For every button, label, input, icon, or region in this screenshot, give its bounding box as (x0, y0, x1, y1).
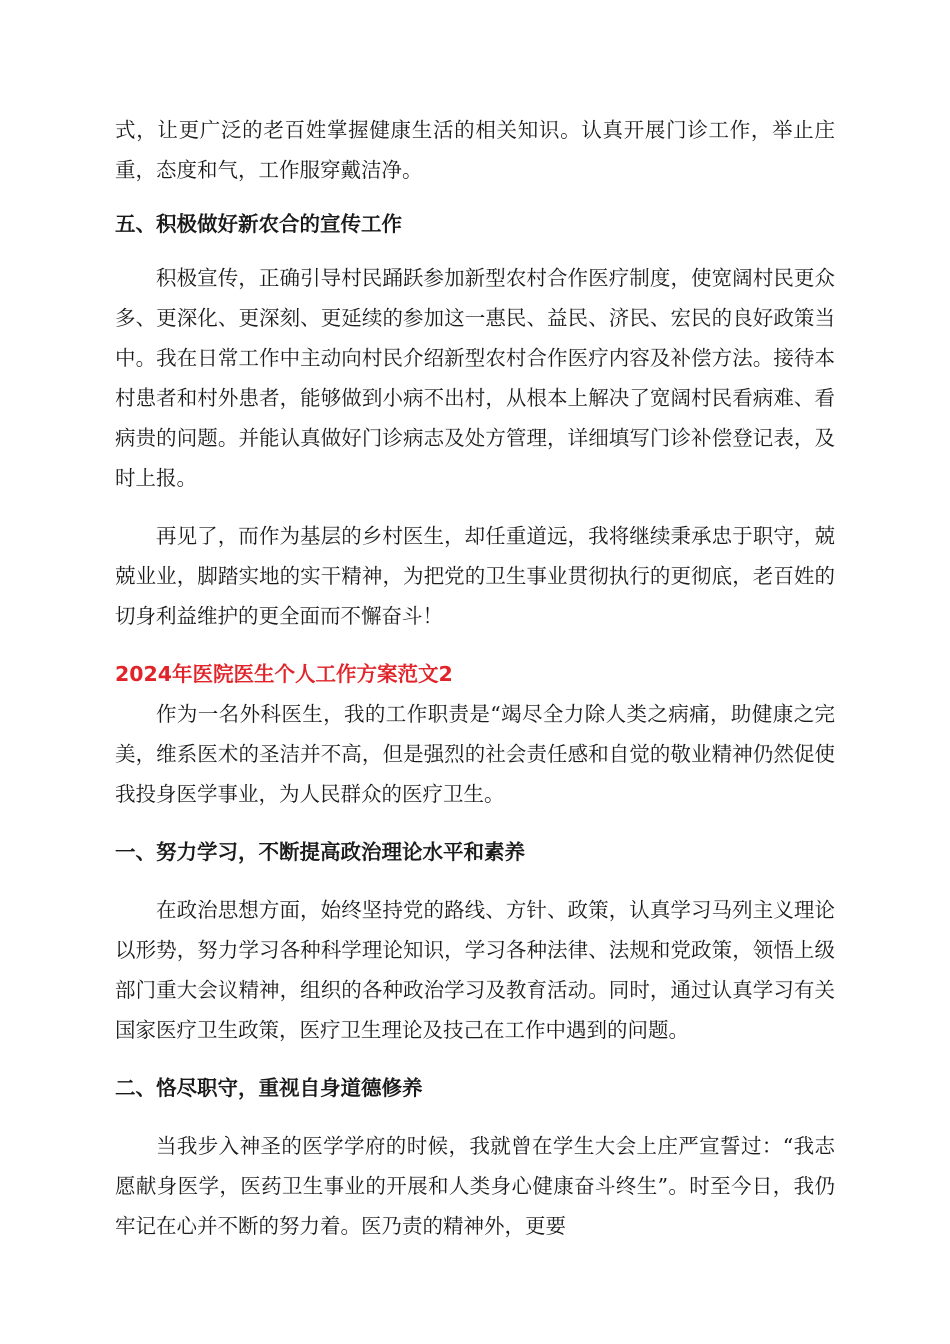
spacer (115, 814, 835, 832)
paragraph-continuation: 式，让更广泛的老百姓掌握健康生活的相关知识。认真开展门诊工作，举止庄重，态度和气，工作服穿戴洁净。 (115, 118, 835, 182)
paragraph-oath: 当我步入神圣的医学学府的时候，我就曾在学生大会上庄严宣誓过：“我志愿献身医学，医药卫生事业的开展和人类身心健康奋斗终生”。时至今日，我仍牢记在心并不断的努力着。医乃责的精神外，更要 (115, 1134, 835, 1238)
spacer (115, 498, 835, 516)
document-title-2: 2024年医院医生个人工作方案范文2 (115, 662, 453, 686)
section-heading-five: 五、积极做好新农合的宣传工作 (115, 212, 402, 236)
section-heading-two: 二、恪尽职守，重视自身道德修养 (115, 1076, 423, 1100)
spacer (115, 1050, 835, 1068)
spacer (115, 244, 835, 258)
paragraph-politics: 在政治思想方面，始终坚持党的路线、方针、政策，认真学习马列主义理论以形势，努力学习各种科学理论知识，学习各种法律、法规和党政策，领悟上级部门重大会议精神，组织的各种政治学习及教育活动。同时，通过认真学习有关国家医疗卫生政策，医疗卫生理论及技己在工作中遇到的问题。 (115, 898, 835, 1042)
paragraph-intro: 作为一名外科医生，我的工作职责是“竭尽全力除人类之病痛，助健康之完美，维系医术的圣洁并不高，但是强烈的社会责任感和自觉的敬业精神仍然促使我投身医学事业，为人民群众的医疗卫生。 (115, 702, 835, 806)
spacer (115, 1108, 835, 1126)
paragraph-promotion: 积极宣传，正确引导村民踊跃参加新型农村合作医疗制度，使宽阔村民更众多、更深化、更深刻、更延续的参加这一惠民、益民、济民、宏民的良好政策当中。我在日常工作中主动向村民介绍新型农村合作医疗内容及补偿方法。接待本村患者和村外患者，能够做到小病不出村，从根本上解决了宽阔村民看病难、看病贵的问题。并能认真做好门诊病志及处方管理，详细填写门诊补偿登记表，及时上报。 (115, 266, 835, 490)
document-body (115, 110, 835, 1246)
paragraph-closing: 再见了，而作为基层的乡村医生，却任重道远，我将继续秉承忠于职守，兢兢业业，脚踏实地的实干精神，为把党的卫生事业贯彻执行的更彻底，老百姓的切身利益维护的更全面而不懈奋斗！ (115, 524, 835, 628)
section-heading-one: 一、努力学习，不断提高政治理论水平和素养 (115, 840, 525, 864)
spacer (115, 190, 835, 204)
spacer (115, 636, 835, 654)
spacer (115, 872, 835, 890)
